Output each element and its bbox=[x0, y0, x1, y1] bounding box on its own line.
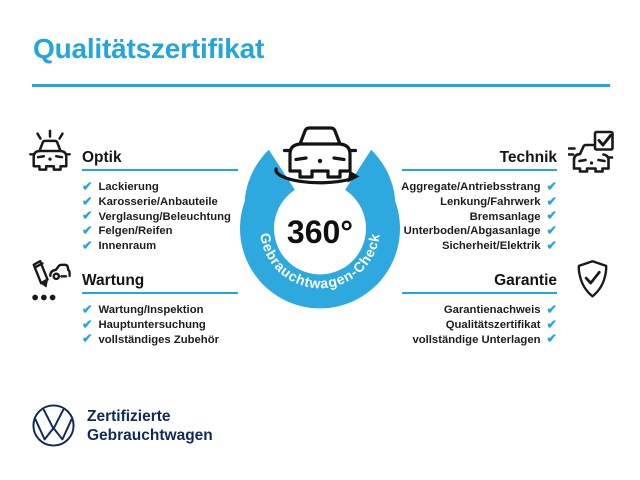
section-heading-technik: Technik bbox=[499, 149, 557, 166]
check-item bbox=[330, 195, 557, 210]
badge-ring-label: Gebrauchtwagen-Check bbox=[257, 231, 383, 292]
check-item-label: Innenraum bbox=[98, 240, 157, 253]
check-item bbox=[330, 239, 557, 254]
technik-divider bbox=[402, 169, 557, 171]
check-icon: ✔ bbox=[82, 238, 93, 253]
service-checklist-icon bbox=[25, 257, 71, 303]
title-divider bbox=[32, 84, 610, 87]
check-icon: ✔ bbox=[82, 302, 93, 317]
check-item bbox=[82, 180, 231, 195]
check-item-label: Lenkung/Fahrwerk bbox=[440, 196, 541, 209]
check-item-label: Hauptuntersuchung bbox=[98, 319, 206, 332]
check-icon: ✔ bbox=[82, 194, 93, 209]
check-icon: ✔ bbox=[546, 223, 557, 238]
check-item bbox=[82, 209, 231, 224]
wartung-item-list bbox=[82, 303, 219, 347]
check-icon: ✔ bbox=[82, 208, 93, 223]
check-item-label: Sicherheit/Elektrik bbox=[441, 240, 541, 253]
check-icon: ✔ bbox=[546, 302, 557, 317]
check-icon: ✔ bbox=[546, 194, 557, 209]
optik-item-list bbox=[82, 180, 231, 253]
garantie-item-list bbox=[330, 303, 557, 347]
check-icon: ✔ bbox=[82, 331, 93, 346]
check-item-label: Wartung/Inspektion bbox=[98, 304, 204, 317]
check-icon: ✔ bbox=[546, 317, 557, 332]
check-item bbox=[330, 224, 557, 239]
check-item bbox=[330, 303, 557, 318]
check-icon: ✔ bbox=[546, 179, 557, 194]
check-item bbox=[82, 303, 219, 318]
car-shine-icon bbox=[27, 126, 73, 174]
section-heading-wartung: Wartung bbox=[82, 272, 145, 289]
page-title: Qualitätszertifikat bbox=[33, 33, 265, 64]
check-item-label: Aggregate/Antriebsstrang bbox=[401, 181, 541, 194]
wartung-divider bbox=[82, 292, 238, 294]
check-icon: ✔ bbox=[82, 317, 93, 332]
check-item-label: Felgen/Reifen bbox=[98, 225, 173, 238]
badge-degree-label: 360° bbox=[286, 214, 354, 250]
check-item bbox=[82, 332, 219, 347]
brand-line-2: Gebrauchtwagen bbox=[87, 427, 213, 444]
check-item bbox=[330, 180, 557, 195]
vw-logo bbox=[31, 403, 76, 448]
check-item-label: vollständiges Zubehör bbox=[98, 333, 219, 346]
check-icon: ✔ bbox=[82, 179, 93, 194]
section-heading-optik: Optik bbox=[82, 149, 122, 166]
check-item-label: Qualitätszertifikat bbox=[445, 319, 541, 332]
check-icon: ✔ bbox=[82, 223, 93, 238]
car-checkbox-icon bbox=[568, 130, 614, 173]
check-item bbox=[330, 318, 557, 333]
shield-check-icon bbox=[576, 259, 609, 299]
check-item bbox=[82, 239, 231, 254]
check-item-label: Karosserie/Anbauteile bbox=[98, 196, 218, 209]
section-heading-garantie: Garantie bbox=[494, 272, 557, 289]
check-item-label: Lackierung bbox=[98, 181, 159, 194]
check-item-label: Bremsanlage bbox=[469, 210, 541, 223]
check-item bbox=[330, 209, 557, 224]
check-icon: ✔ bbox=[546, 331, 557, 346]
check-item-label: vollständige Unterlagen bbox=[412, 333, 541, 346]
check-item bbox=[82, 224, 231, 239]
check-icon: ✔ bbox=[546, 238, 557, 253]
check-icon: ✔ bbox=[546, 208, 557, 223]
check-item bbox=[82, 195, 231, 210]
check-item-label: Garantienachweis bbox=[443, 304, 541, 317]
check-item-label: Unterboden/Abgasanlage bbox=[403, 225, 541, 238]
check-item bbox=[330, 332, 557, 347]
garantie-divider bbox=[402, 292, 557, 294]
brand-text bbox=[87, 407, 213, 445]
check-item-label: Verglasung/Beleuchtung bbox=[98, 210, 231, 223]
optik-divider bbox=[82, 169, 238, 171]
technik-item-list bbox=[330, 180, 557, 253]
brand-line-1: Zertifizierte bbox=[87, 408, 171, 425]
check-item bbox=[82, 318, 219, 333]
